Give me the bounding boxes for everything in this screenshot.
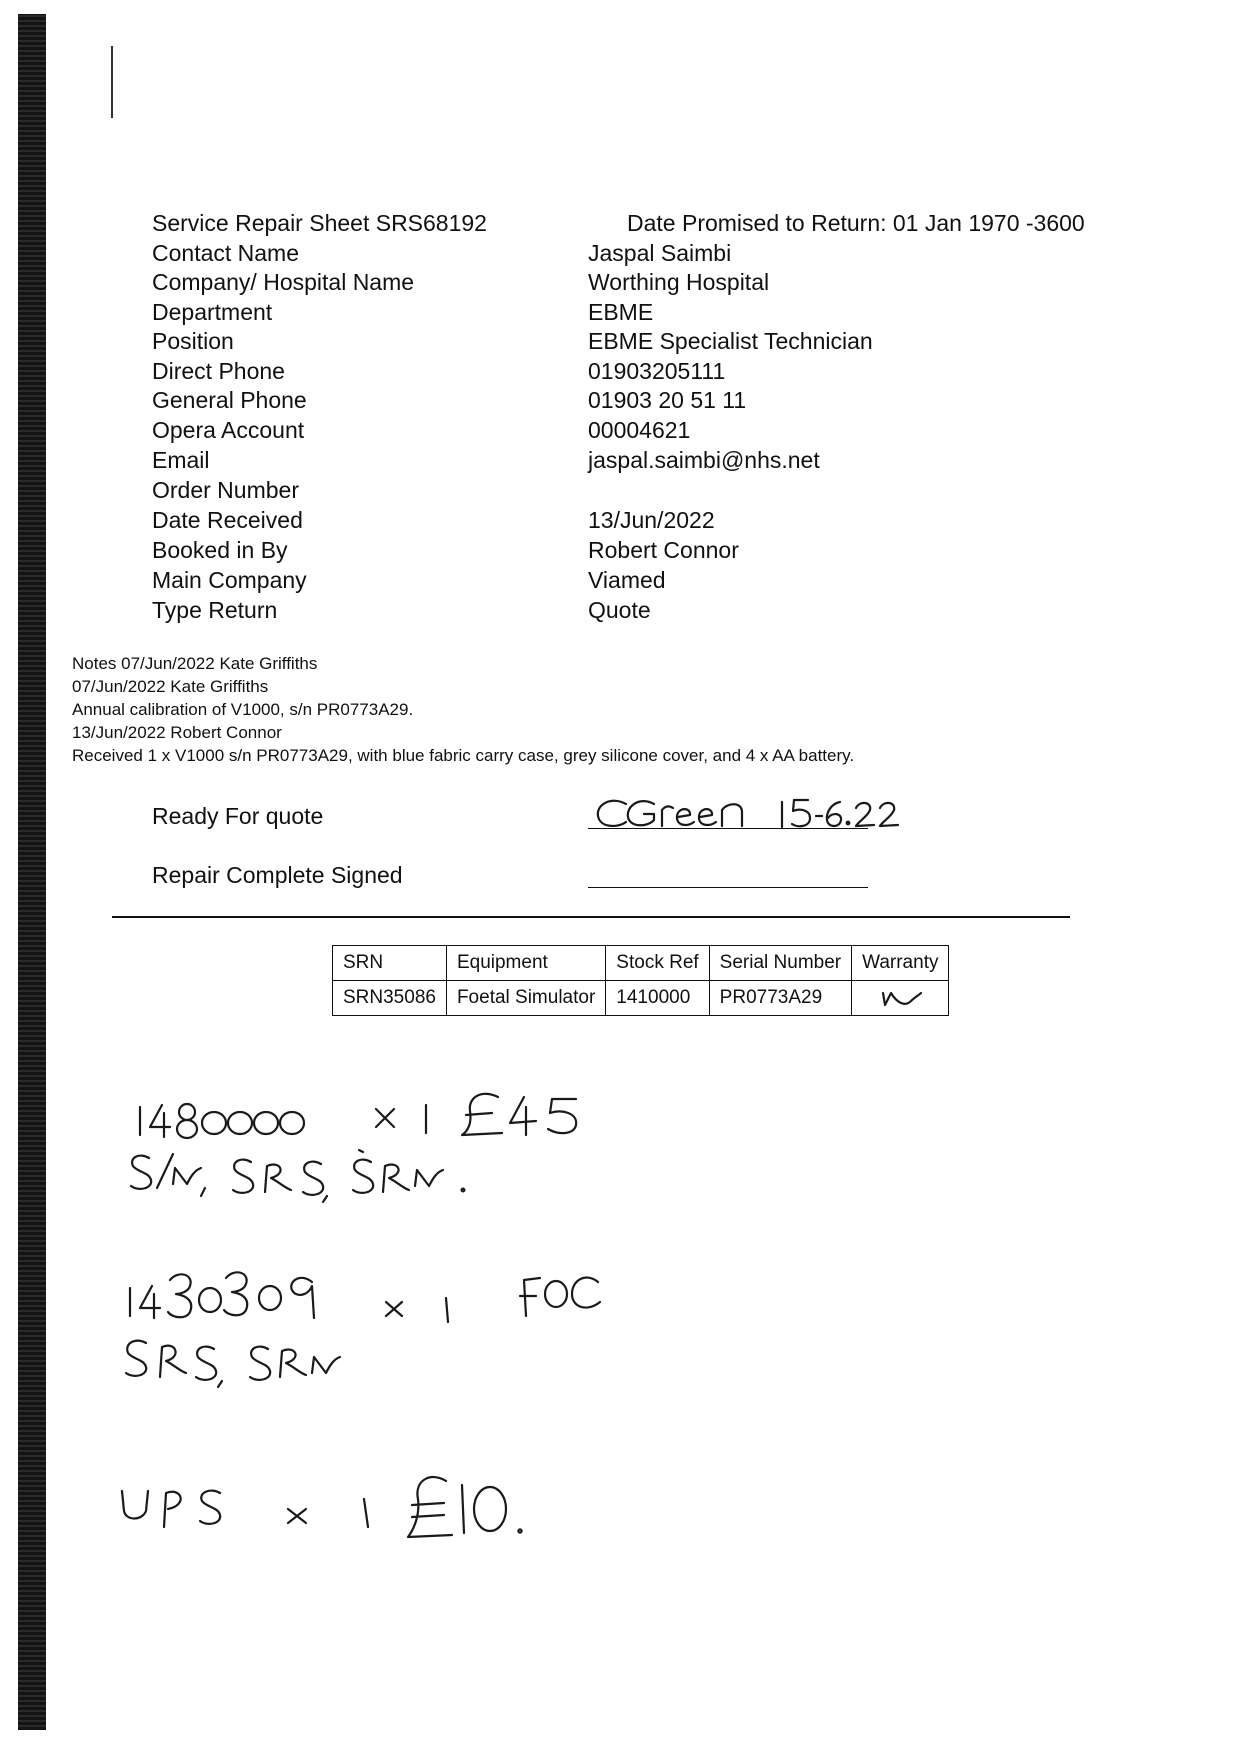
- handwritten-line-3: [120, 1260, 620, 1330]
- field-value-email: jaspal.saimbi@nhs.net: [588, 447, 820, 473]
- field-label-type-return: Type Return: [152, 597, 278, 623]
- field-label-department: Department: [152, 299, 273, 325]
- field-label-order-number: Order Number: [152, 477, 299, 503]
- field-label-main-company: Main Company: [152, 567, 307, 593]
- field-label-direct-phone: Direct Phone: [152, 358, 285, 384]
- repair-complete-label: Repair Complete Signed: [152, 862, 403, 888]
- field-value-opera-account: 00004621: [588, 417, 691, 443]
- field-value-general-phone: 01903 20 51 11: [588, 387, 747, 413]
- field-label-date-received: Date Received: [152, 507, 303, 533]
- equipment-table: [332, 945, 949, 1016]
- handwritten-line-2: [125, 1140, 505, 1205]
- ready-for-quote-label: Ready For quote: [152, 803, 324, 829]
- sheet-title: Service Repair Sheet SRS68192: [152, 210, 487, 236]
- notes-line: Notes 07/Jun/2022 Kate Griffiths: [72, 654, 318, 673]
- field-label-booked-in-by: Booked in By: [152, 537, 288, 563]
- notes-line: 07/Jun/2022 Kate Griffiths: [72, 677, 269, 696]
- field-value-contact: Jaspal Saimbi: [588, 240, 732, 266]
- section-divider: [112, 916, 1070, 918]
- ready-signature: [590, 790, 970, 840]
- notes-line: 13/Jun/2022 Robert Connor: [72, 723, 282, 742]
- table-row: [333, 981, 949, 1016]
- field-value-booked-in-by: Robert Connor: [588, 537, 739, 563]
- handwritten-line-4: [118, 1325, 358, 1390]
- field-label-company: Company/ Hospital Name: [152, 269, 415, 295]
- field-value-position: EBME Specialist Technician: [588, 328, 873, 354]
- field-label-email: Email: [152, 447, 210, 473]
- date-promised: Date Promised to Return: 01 Jan 1970 -3600: [627, 210, 1085, 236]
- column-header-serial-number: Serial Number: [709, 946, 851, 981]
- field-value-direct-phone: 01903205111: [588, 358, 726, 384]
- cell-stock-ref: 1410000: [606, 981, 709, 1016]
- field-label-contact: Contact Name: [152, 240, 300, 266]
- column-header-stock-ref: Stock Ref: [606, 946, 709, 981]
- notes-line: Received 1 x V1000 s/n PR0773A29, with blue fabric carry case, grey silicone cover, and 4 x AA battery.: [72, 746, 855, 765]
- cell-warranty: [852, 981, 949, 1016]
- field-value-main-company: Viamed: [588, 567, 666, 593]
- cell-srn: SRN35086: [333, 981, 447, 1016]
- notes-line: Annual calibration of V1000, s/n PR0773A29.: [72, 700, 414, 719]
- column-header-warranty: Warranty: [852, 946, 949, 981]
- field-value-date-received: 13/Jun/2022: [588, 507, 715, 533]
- repair-complete-line: [588, 887, 868, 888]
- column-header-equipment: Equipment: [446, 946, 605, 981]
- handwritten-line-5: [112, 1465, 572, 1555]
- field-value-type-return: Quote: [588, 597, 651, 623]
- field-label-opera-account: Opera Account: [152, 417, 305, 443]
- table-header-row: [333, 946, 949, 981]
- column-header-srn: SRN: [333, 946, 447, 981]
- scan-edge: [18, 14, 46, 1730]
- field-value-company: Worthing Hospital: [588, 269, 770, 295]
- scan-mark: [111, 46, 113, 118]
- field-value-department: EBME: [588, 299, 654, 325]
- notes-block: [72, 652, 854, 767]
- cell-serial-number: PR0773A29: [709, 981, 851, 1016]
- field-label-general-phone: General Phone: [152, 387, 307, 413]
- cell-equipment: Foetal Simulator: [446, 981, 605, 1016]
- warranty-handwritten-n: [877, 985, 923, 1011]
- field-label-position: Position: [152, 328, 234, 354]
